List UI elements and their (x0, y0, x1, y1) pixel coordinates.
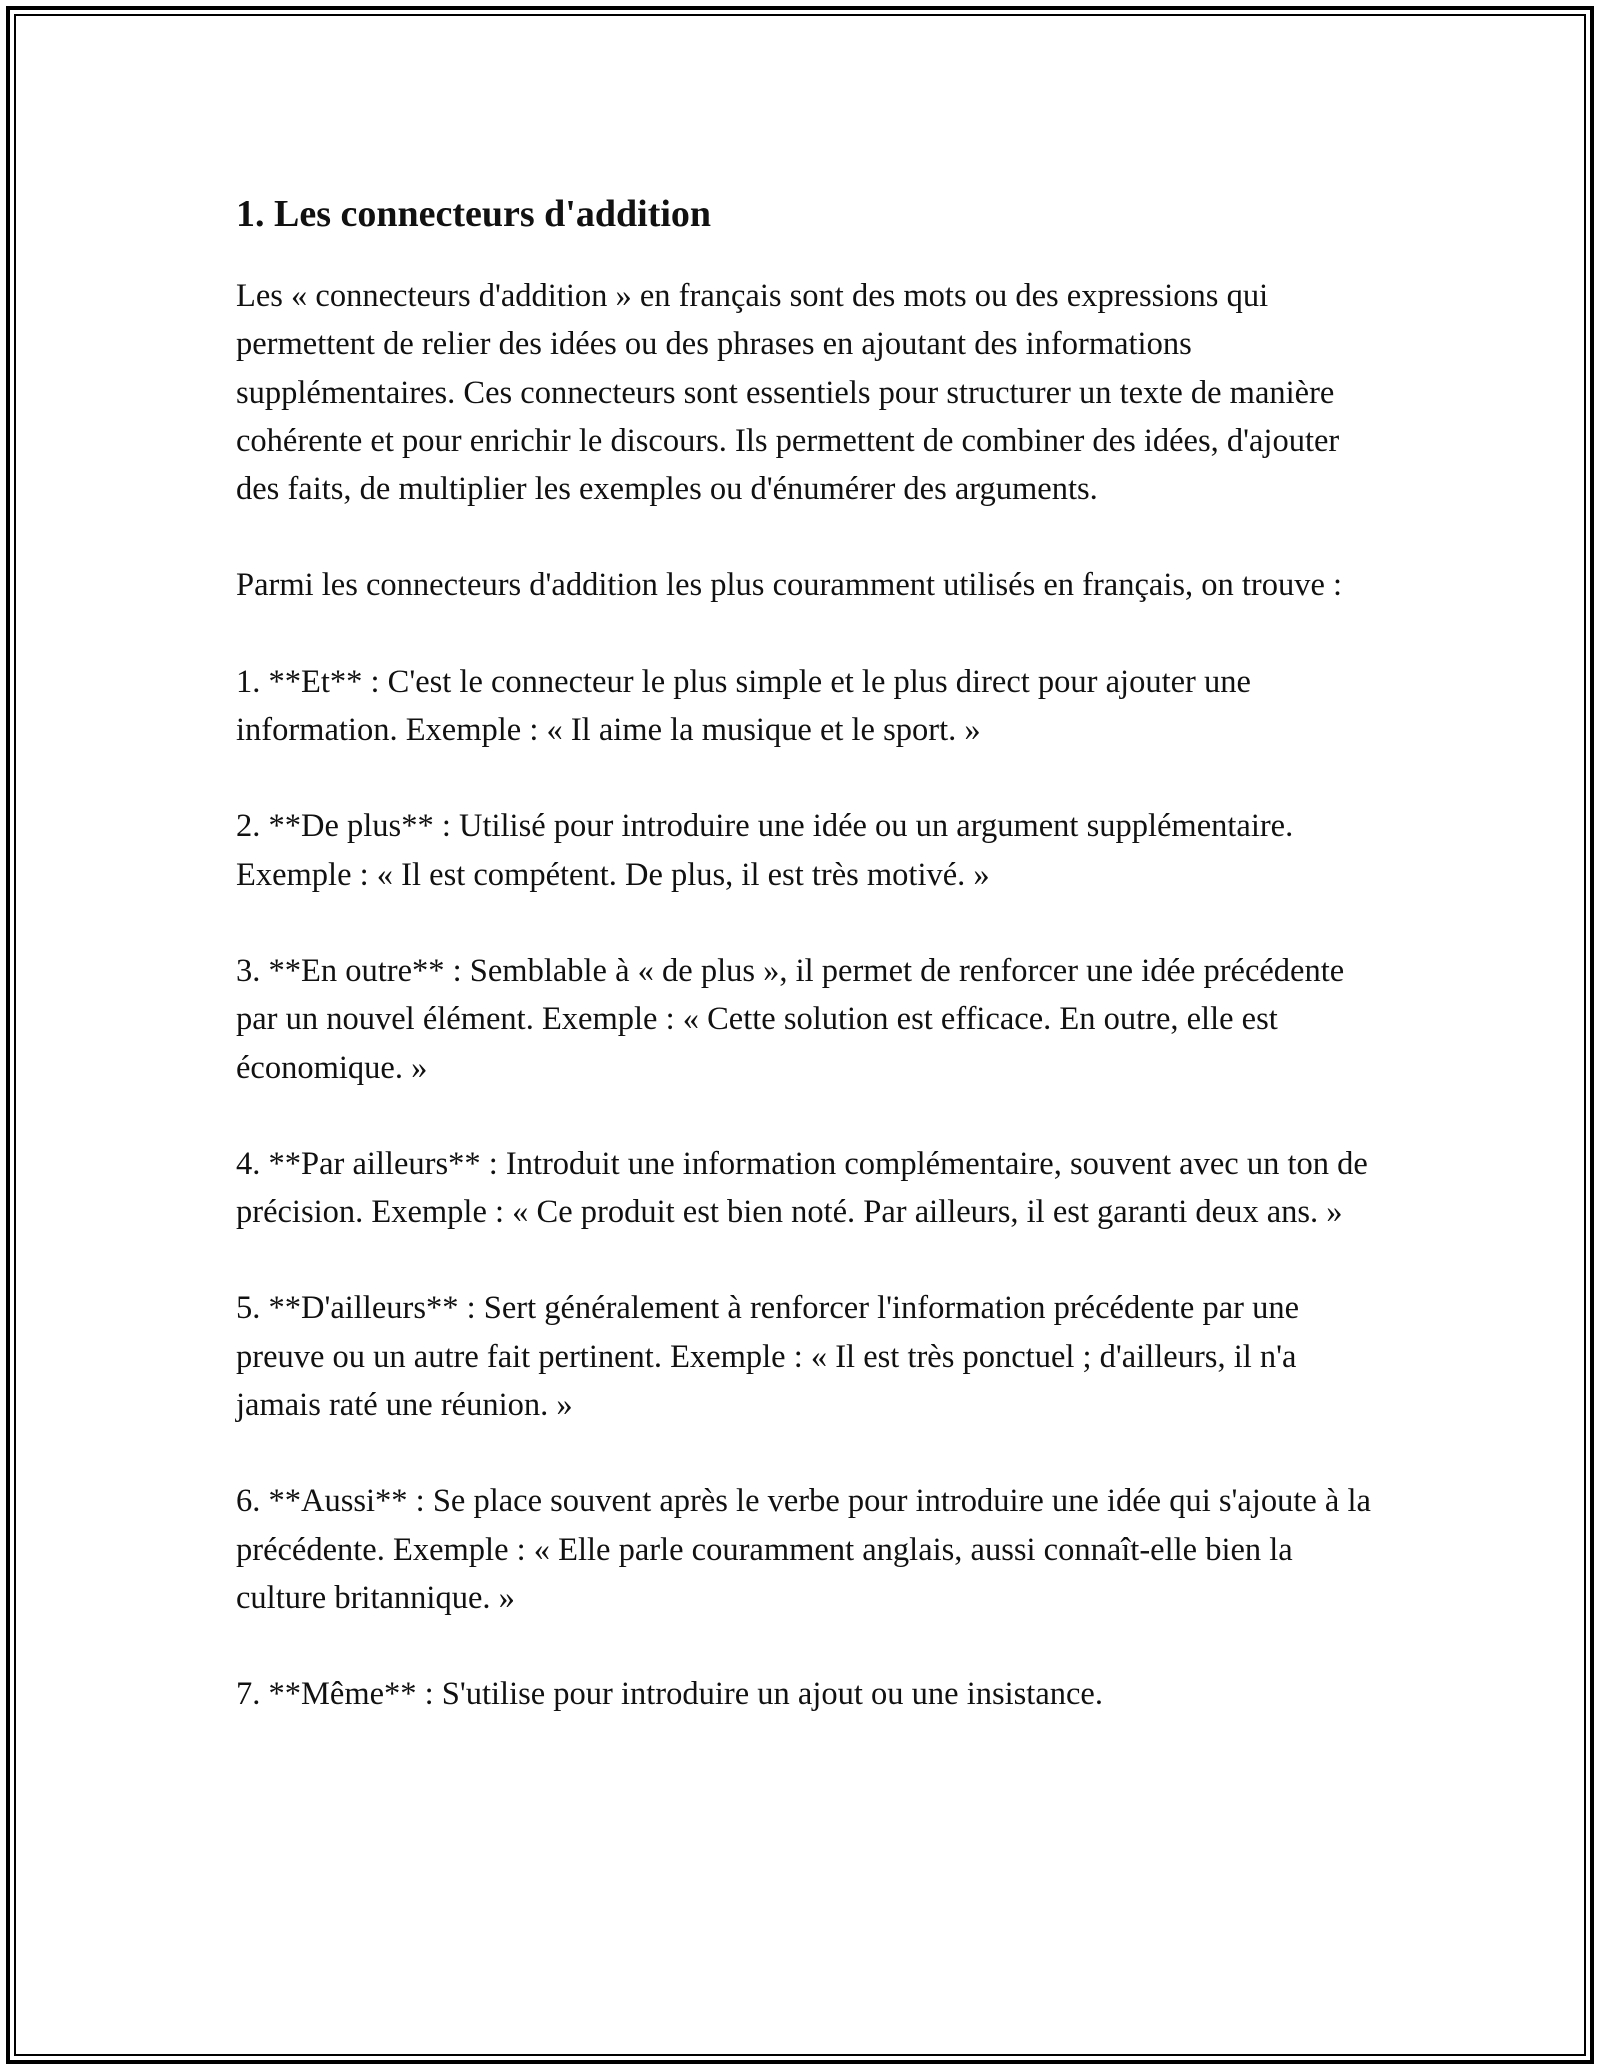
intro-paragraph: Les « connecteurs d'addition » en français sont des mots ou des expressions qui permettent de relier des idées ou des phrases en ajoutant des informations supplémentaires. Ces connecteurs sont essentiels pour structurer un texte de manière cohérente et pour enrichir le discours. Ils permettent de combiner des idées, d'ajouter des faits, de multiplier les exemples ou d'énumérer des arguments. (236, 278, 1340, 508)
list-item-par-ailleurs: 4. **Par ailleurs** : Introduit une information complémentaire, souvent avec un ton de précision. Exemple : « Ce produit est bien noté. Par ailleurs, il est garanti deux ans. » (236, 1145, 1368, 1231)
section-heading: 1. Les connecteurs d'addition (236, 193, 712, 235)
document-body (236, 186, 1376, 1767)
list-item-d-ailleurs: 5. **D'ailleurs** : Sert généralement à renforcer l'information précédente par une preuve ou un autre fait pertinent. Exemple : « Il est très ponctuel ; d'ailleurs, il n'a jamais raté une réunion. » (236, 1290, 1299, 1424)
list-intro-paragraph: Parmi les connecteurs d'addition les plus couramment utilisés en français, on trouve : (236, 567, 1343, 604)
list-item-et: 1. **Et** : C'est le connecteur le plus simple et le plus direct pour ajouter une information. Exemple : « Il aime la musique et le sport. » (236, 663, 1251, 749)
list-item-en-outre: 3. **En outre** : Semblable à « de plus », il permet de renforcer une idée précédente par un nouvel élément. Exemple : « Cette solution est efficace. En outre, elle est économique. » (236, 952, 1345, 1086)
list-item-aussi: 6. **Aussi** : Se place souvent après le verbe pour introduire une idée qui s'ajoute à la précédente. Exemple : « Elle parle couramment anglais, aussi connaît-elle bien la culture britannique. » (236, 1483, 1371, 1616)
list-item-de-plus: 2. **De plus** : Utilisé pour introduire une idée ou un argument supplémentaire. Exemple : « Il est compétent. De plus, il est très motivé. » (236, 808, 1294, 893)
list-item-meme: 7. **Même** : S'utilise pour introduire un ajout ou une insistance. (236, 1676, 1103, 1713)
